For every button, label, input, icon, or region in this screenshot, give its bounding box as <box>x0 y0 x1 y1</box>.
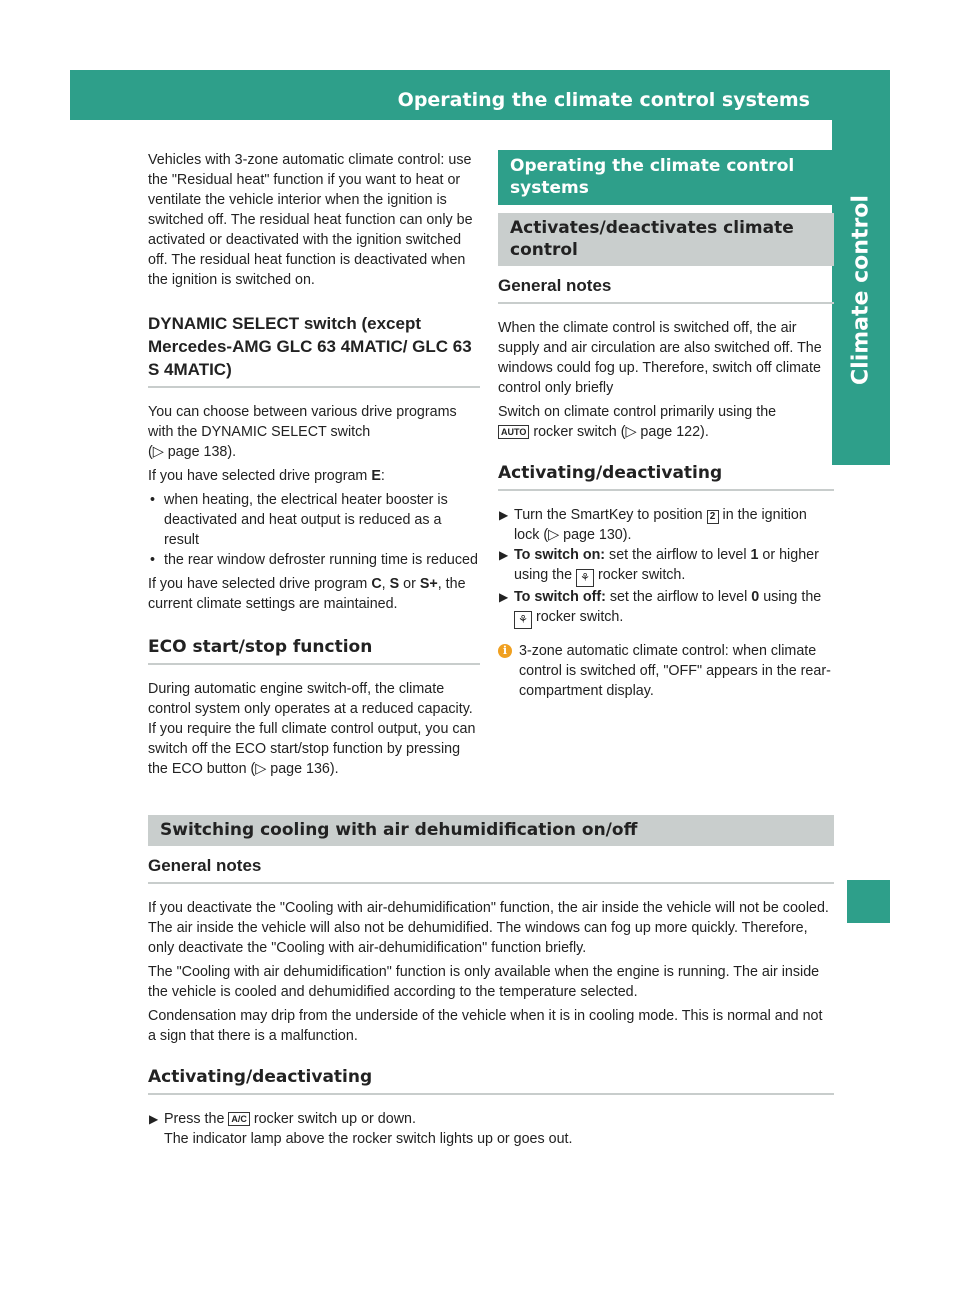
info-icon: i <box>498 644 512 658</box>
fan-off-icon: ⚘ <box>514 611 532 629</box>
dynamic-p1-ref: (▷ page 138). <box>148 444 237 460</box>
bullet-icon: • <box>150 492 156 508</box>
dynamic-select-heading: DYNAMIC SELECT switch (except Mercedes-AMG GLC 63 4MATIC/ GLC 63 S 4MATIC) <box>148 312 480 388</box>
step-arrow-icon: ▶ <box>499 590 509 604</box>
drive-program-splus: S+ <box>419 576 438 592</box>
step3-label: To switch off: <box>514 589 606 605</box>
step-arrow-icon: ▶ <box>499 508 509 522</box>
page-number: 121 <box>911 89 951 111</box>
eco-heading: ECO start/stop function <box>148 636 480 665</box>
section-banner-teal: Operating the climate control systems <box>498 150 834 205</box>
side-tab-label: Climate control <box>848 195 874 385</box>
dynamic-p1-text: You can choose between various drive programs with the DYNAMIC SELECT switch <box>148 404 457 440</box>
dynamic-p2-colon: : <box>380 468 385 484</box>
bottom-section <box>148 815 834 1153</box>
activating-heading: Activating/deactivating <box>498 462 834 491</box>
bullet-text: the rear window defroster running time is reduced <box>164 552 478 568</box>
fan-off-icon: ⚘ <box>576 569 594 587</box>
position-2-icon: 2 <box>707 510 719 524</box>
step-item <box>498 545 834 587</box>
dynamic-paragraph-1 <box>148 402 480 462</box>
dynamic-p3-or: or <box>399 576 420 592</box>
cooling-general-heading: General notes <box>148 855 834 884</box>
auto-button-icon: AUTO <box>498 425 529 439</box>
cooling-step-result: The indicator lamp above the rocker switch lights up or goes out. <box>164 1131 573 1147</box>
step-item <box>148 1109 834 1149</box>
info-note <box>498 641 834 701</box>
intro-paragraph: Vehicles with 3-zone automatic climate control: use the "Residual heat" function if you want to heat or ventilate the vehicle interior when the ignition is switched off. The residual heat function can only be activated or deactivated with the ignition switched off. The residual heat function is deactivated when the ignition is switched on. <box>148 152 473 288</box>
general-p2-text: Switch on climate control primarily using the <box>498 404 777 420</box>
info-text: 3-zone automatic climate control: when climate control is switched off, "OFF" appears in the rear-compartment display. <box>519 643 831 699</box>
list-item <box>148 550 480 570</box>
drive-program-e: E <box>371 468 381 484</box>
bullet-text: when heating, the electrical heater booster is deactivated and heat output is reduced as a result <box>164 492 448 548</box>
step2-text: set the airflow to level <box>605 547 751 563</box>
page-header <box>70 70 951 120</box>
step2-mid: or higher using the <box>514 547 819 583</box>
step2-label: To switch on: <box>514 547 606 563</box>
eco-paragraph: During automatic engine switch-off, the climate control system only operates at a reduced capacity. If you require the full climate control output, you can switch off the ECO start/stop function by pressing the ECO button (▷ page 136). <box>148 681 476 777</box>
dynamic-paragraph-3: If you have selected drive program C, S or S+, the current climate settings are maintained. <box>148 576 466 612</box>
step-arrow-icon: ▶ <box>499 548 509 562</box>
general-paragraph-1: When the climate control is switched off, the air supply and air circulation are also switched off. The windows could fog up. Therefore, switch off climate control only briefly <box>498 320 822 396</box>
cooling-step-tail: rocker switch up or down. <box>249 1111 416 1127</box>
cooling-paragraph-1: If you deactivate the "Cooling with air-dehumidification" function, the air inside the vehicle will not be cooled. The air inside the vehicle will also not be dehumidified. The windows can fog up more quickly. Therefore, only deactivate the "Cooling with air-dehumidification" function briefly. <box>148 900 829 956</box>
side-tab-marker <box>847 880 890 923</box>
cooling-step-text: Press the <box>164 1111 229 1127</box>
step2-level: 1 <box>750 547 759 563</box>
general-paragraph-2 <box>498 402 834 442</box>
dynamic-p2-text: If you have selected drive program <box>148 468 372 484</box>
general-p2-tail: rocker switch (▷ page 122). <box>529 424 709 440</box>
dynamic-bullet-list <box>148 490 480 570</box>
cooling-step-list <box>148 1109 834 1149</box>
list-item <box>148 490 480 550</box>
step3-mid: using the <box>759 589 822 605</box>
step3-text: set the airflow to level <box>605 589 752 605</box>
left-column <box>148 150 480 783</box>
cooling-paragraph-2: The "Cooling with air dehumidification" function is only available when the engine is running. The air inside the vehicle is cooled and dehumidified according to the temperature selected. <box>148 964 820 1000</box>
cooling-activating-heading: Activating/deactivating <box>148 1066 834 1095</box>
step-item <box>498 587 834 629</box>
ac-button-icon: A/C <box>228 1112 250 1126</box>
general-notes-heading: General notes <box>498 275 834 304</box>
drive-program-s: S <box>389 576 400 592</box>
step3-tail: rocker switch. <box>532 609 624 625</box>
step1-tail: in the ignition lock (▷ page 130). <box>514 507 807 543</box>
section-banner-gray: Activates/deactivates climate control <box>498 213 834 266</box>
right-column <box>498 150 834 705</box>
dynamic-paragraph-2 <box>148 466 480 486</box>
drive-program-c: C <box>371 576 382 592</box>
step-list <box>498 505 834 629</box>
dynamic-p3-tail: , the current climate settings are maintained. <box>148 576 466 612</box>
step1-text: Turn the SmartKey to position <box>514 507 707 523</box>
step3-level: 0 <box>751 589 760 605</box>
header-title: Operating the climate control systems <box>397 89 810 111</box>
step-item <box>498 505 834 545</box>
cooling-banner: Switching cooling with air dehumidification on/off <box>148 815 834 846</box>
step-arrow-icon: ▶ <box>149 1112 159 1126</box>
cooling-paragraph-3: Condensation may drip from the underside of the vehicle when it is in cooling mode. This is normal and not a sign that there is a malfunction. <box>148 1008 823 1044</box>
bullet-icon: • <box>150 552 156 568</box>
step2-tail: rocker switch. <box>594 567 686 583</box>
dynamic-p3-text: If you have selected drive program <box>148 576 372 592</box>
